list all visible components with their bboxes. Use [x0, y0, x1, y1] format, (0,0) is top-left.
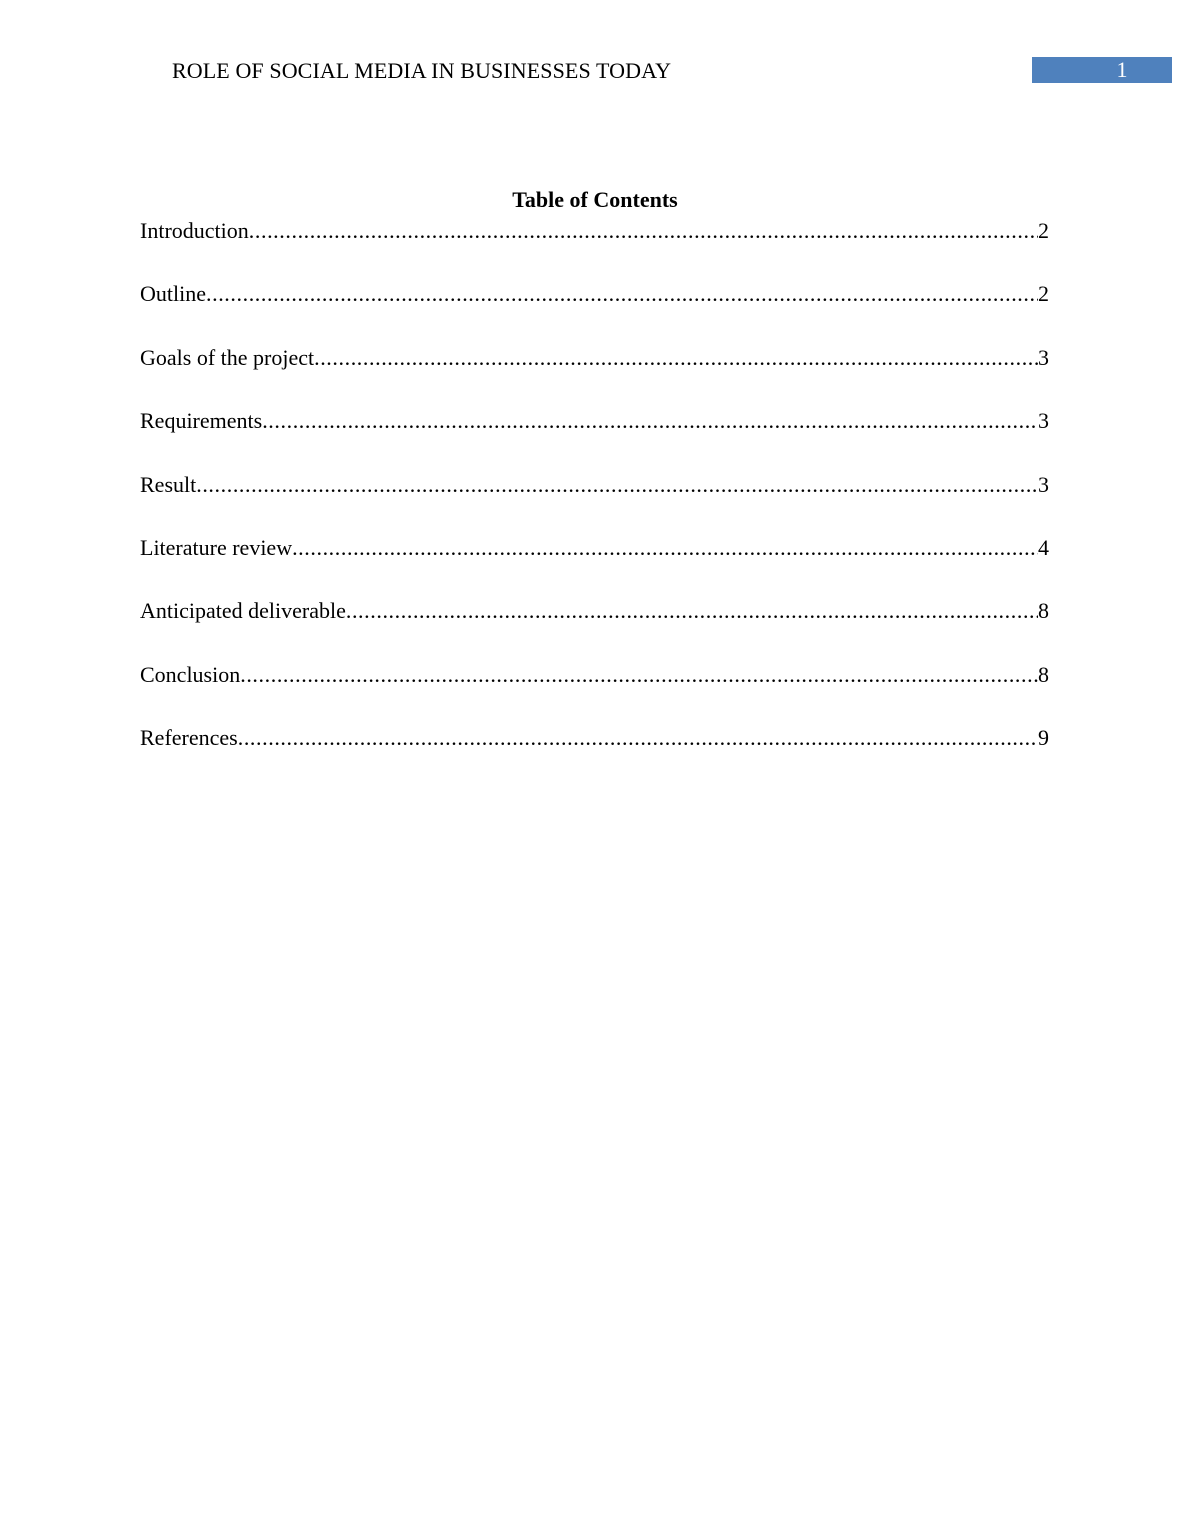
dot-leader — [346, 597, 1038, 625]
toc-title: Table of Contents — [512, 187, 678, 212]
toc-entry-page: 3 — [1038, 408, 1049, 434]
toc-entry-label: Outline — [140, 281, 206, 307]
toc-entry-label: Anticipated deliverable — [140, 598, 346, 624]
dot-leader — [238, 724, 1038, 752]
dot-leader — [314, 344, 1038, 372]
toc-entry-label: Conclusion — [140, 661, 241, 687]
toc-entry-page: 2 — [1038, 218, 1049, 243]
toc-entry-page: 3 — [1038, 344, 1049, 370]
toc-entry-page: 4 — [1038, 534, 1049, 560]
toc-entry-requirements[interactable] — [140, 407, 1049, 470]
toc-entry-page: 8 — [1038, 661, 1049, 687]
running-head: ROLE OF SOCIAL MEDIA IN BUSINESSES TODAY — [172, 58, 672, 83]
toc-entry-label: Requirements — [140, 408, 263, 434]
toc-entry-label: Introduction — [140, 218, 249, 243]
toc-entry-anticipated-deliverable[interactable] — [140, 597, 1049, 660]
toc-entry-result[interactable] — [140, 471, 1049, 534]
dot-leader — [196, 471, 1038, 499]
dot-leader — [292, 534, 1038, 562]
toc-list — [140, 217, 1049, 788]
toc-entry-label: References — [140, 725, 238, 751]
toc-entry-page: 2 — [1038, 281, 1049, 307]
toc-entry-label: Result — [140, 471, 197, 497]
dot-leader — [249, 217, 1038, 245]
toc-entry-outline[interactable] — [140, 280, 1049, 343]
toc-entry-literature-review[interactable] — [140, 534, 1049, 597]
toc-entry-goals[interactable] — [140, 344, 1049, 407]
toc-entry-page: 3 — [1038, 471, 1049, 497]
dot-leader — [262, 407, 1038, 435]
toc-entry-conclusion[interactable] — [140, 661, 1049, 724]
dot-leader — [206, 280, 1038, 308]
toc-entry-label: Literature review — [140, 534, 293, 560]
toc-entry-references[interactable] — [140, 724, 1049, 787]
page-number: 1 — [1032, 57, 1172, 83]
toc-entry-page: 8 — [1038, 598, 1049, 624]
toc-entry-introduction[interactable] — [140, 217, 1049, 280]
dot-leader — [240, 661, 1038, 689]
toc-entry-page: 9 — [1038, 725, 1049, 751]
toc-entry-label: Goals of the project — [140, 344, 315, 370]
